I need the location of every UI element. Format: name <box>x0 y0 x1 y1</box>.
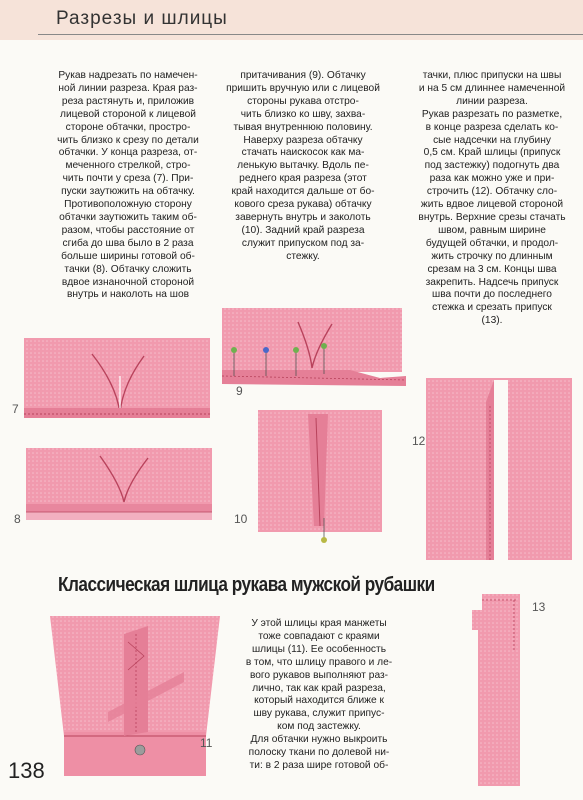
text-line: полоску ткани по долевой ни- <box>248 747 390 759</box>
text-line: разом, чтобы расстояние от <box>61 224 195 236</box>
text-line: обтачки заутюжить таким об- <box>59 211 197 223</box>
text-line: чить почти у среза (7). При- <box>62 173 194 185</box>
text-line: внутрь и наколоть на шов <box>66 289 190 301</box>
figure-11-shirt-sleeve-placket <box>44 612 224 782</box>
text-line: (13). <box>481 315 503 327</box>
text-line: стачать наискосок как ма- <box>241 147 365 159</box>
text-column-1 <box>44 70 212 302</box>
figure-11-label: 11 <box>200 736 213 750</box>
text-line: завернуть внутрь и заколоть <box>235 211 371 223</box>
figure-7-sleeve-slit-stitched <box>22 336 212 426</box>
figure-8-facing-pressed <box>24 444 214 534</box>
page-header-title: Разрезы и шлицы <box>56 8 228 29</box>
text-line: строчить (12). Обтачку сло- <box>426 186 558 198</box>
text-line: чить близко к срезу по детали <box>57 134 199 146</box>
text-line: жить вдвое лицевой стороной <box>420 199 564 211</box>
text-line: стороне обтачки, простро- <box>65 121 191 133</box>
text-line: реза растянуть и, приложив <box>61 95 195 107</box>
text-line: Противоположную сторону <box>64 199 192 211</box>
text-line: в том, что шлицу правого и ле- <box>245 656 393 668</box>
text-line: срезам на 3 см. Концы шва <box>427 263 557 275</box>
text-line: (10). Задний край разреза <box>241 224 365 236</box>
text-line: линии разреза. <box>456 95 528 107</box>
section-title: Классическая шлица рукава мужской рубашки <box>58 574 435 596</box>
text-column-4 <box>234 618 404 773</box>
text-line: швом, равным ширине <box>438 224 546 236</box>
text-line: и на 5 см длиннее намеченной <box>418 82 566 94</box>
text-line: ленькую вытачку. Вдоль пе- <box>237 160 369 172</box>
text-line: вого рукавов выполняют раз- <box>249 669 389 681</box>
text-line: который находится ближе к <box>254 695 384 707</box>
text-line: под застежку) подогнуть два <box>424 160 560 172</box>
figure-9-label: 9 <box>236 384 243 398</box>
text-line: пуски заутюжить на обтачку. <box>61 186 195 198</box>
text-line: 0,5 см. Край шлицы (припуск <box>423 147 561 159</box>
text-line: Рукав разрезать по разметке, <box>421 108 563 120</box>
text-line: край находится дальше от бо- <box>231 186 375 198</box>
text-line: ной линии разреза. Края раз- <box>58 82 198 94</box>
text-line: реднего края разреза (этот <box>239 173 367 185</box>
text-line: обтачки. У конца разреза, от- <box>58 147 198 159</box>
figure-13-label: 13 <box>532 600 546 614</box>
text-line: сые надсечки на глубину <box>433 134 551 146</box>
text-line: тывая внутреннюю половину. <box>233 121 373 133</box>
text-line: раза как можно уже и при- <box>429 173 555 185</box>
text-line: Рукав надрезать по намечен- <box>58 70 198 81</box>
text-line: сгиба до шва было в 2 раза <box>62 237 194 249</box>
text-line: Наверху разреза обтачку <box>243 134 363 146</box>
text-line: жить строчку по длинным <box>431 250 553 262</box>
page-number: 138 <box>8 758 45 783</box>
text-line: пришить вручную или с лицевой <box>226 82 380 94</box>
figure-12-label: 12 <box>412 434 426 448</box>
figure-7-label: 7 <box>12 402 19 416</box>
text-line: шву рукава, служит припус- <box>253 708 385 720</box>
text-line: ти: в 2 раза шире готовой об- <box>249 759 389 771</box>
text-line: закрепить. Надсечь припуск <box>425 276 559 288</box>
text-line: кового среза рукава) обтачку <box>234 199 372 211</box>
text-line: тоже совпадают с краями <box>258 630 380 642</box>
text-line: лицевой стороной к лицевой <box>60 108 196 120</box>
text-line: тачки, плюс припуски на швы <box>422 70 562 81</box>
text-column-3 <box>408 70 576 328</box>
text-line: Для обтачки нужно выкроить <box>250 734 388 746</box>
text-line: лично, так как край разреза, <box>252 682 386 694</box>
text-line: служит припуском под за- <box>241 237 365 249</box>
text-line: стежку. <box>286 250 320 262</box>
figure-9-facing-pinned <box>220 304 410 396</box>
text-line: внутрь. Верхние срезы стачать <box>418 211 566 223</box>
header-divider <box>38 34 583 35</box>
text-line: чить близко ко шву, захва- <box>240 108 366 120</box>
text-line: притачивания (9). Обтачку <box>240 70 366 81</box>
text-line: больше ширины готовой об- <box>61 250 195 262</box>
text-line: ком под застежку. <box>277 721 361 733</box>
text-column-2 <box>224 70 382 264</box>
text-line: меченного стрелкой, стро- <box>65 160 191 172</box>
text-line: шлицы (11). Ее особенность <box>251 643 387 655</box>
text-line: стороны рукава отстро- <box>247 95 359 107</box>
text-line: в конце разреза сделать ко- <box>425 121 559 133</box>
figure-8-label: 8 <box>14 512 21 526</box>
text-line: У этой шлицы края манжеты <box>251 618 387 629</box>
text-line: будущей обтачки, и продол- <box>425 237 559 249</box>
text-line: тачки (8). Обтачку сложить <box>64 263 192 275</box>
text-line: вдвое изнаночной стороной <box>61 276 195 288</box>
figure-12-slit-edge-folded <box>424 376 574 564</box>
figure-10-facing-folded <box>254 408 386 548</box>
figure-10-label: 10 <box>234 512 248 526</box>
figure-13-facing-strip <box>468 590 534 790</box>
text-line: шва почти до последнего <box>432 289 552 301</box>
text-line: стежка и срезать припуск <box>432 302 552 314</box>
